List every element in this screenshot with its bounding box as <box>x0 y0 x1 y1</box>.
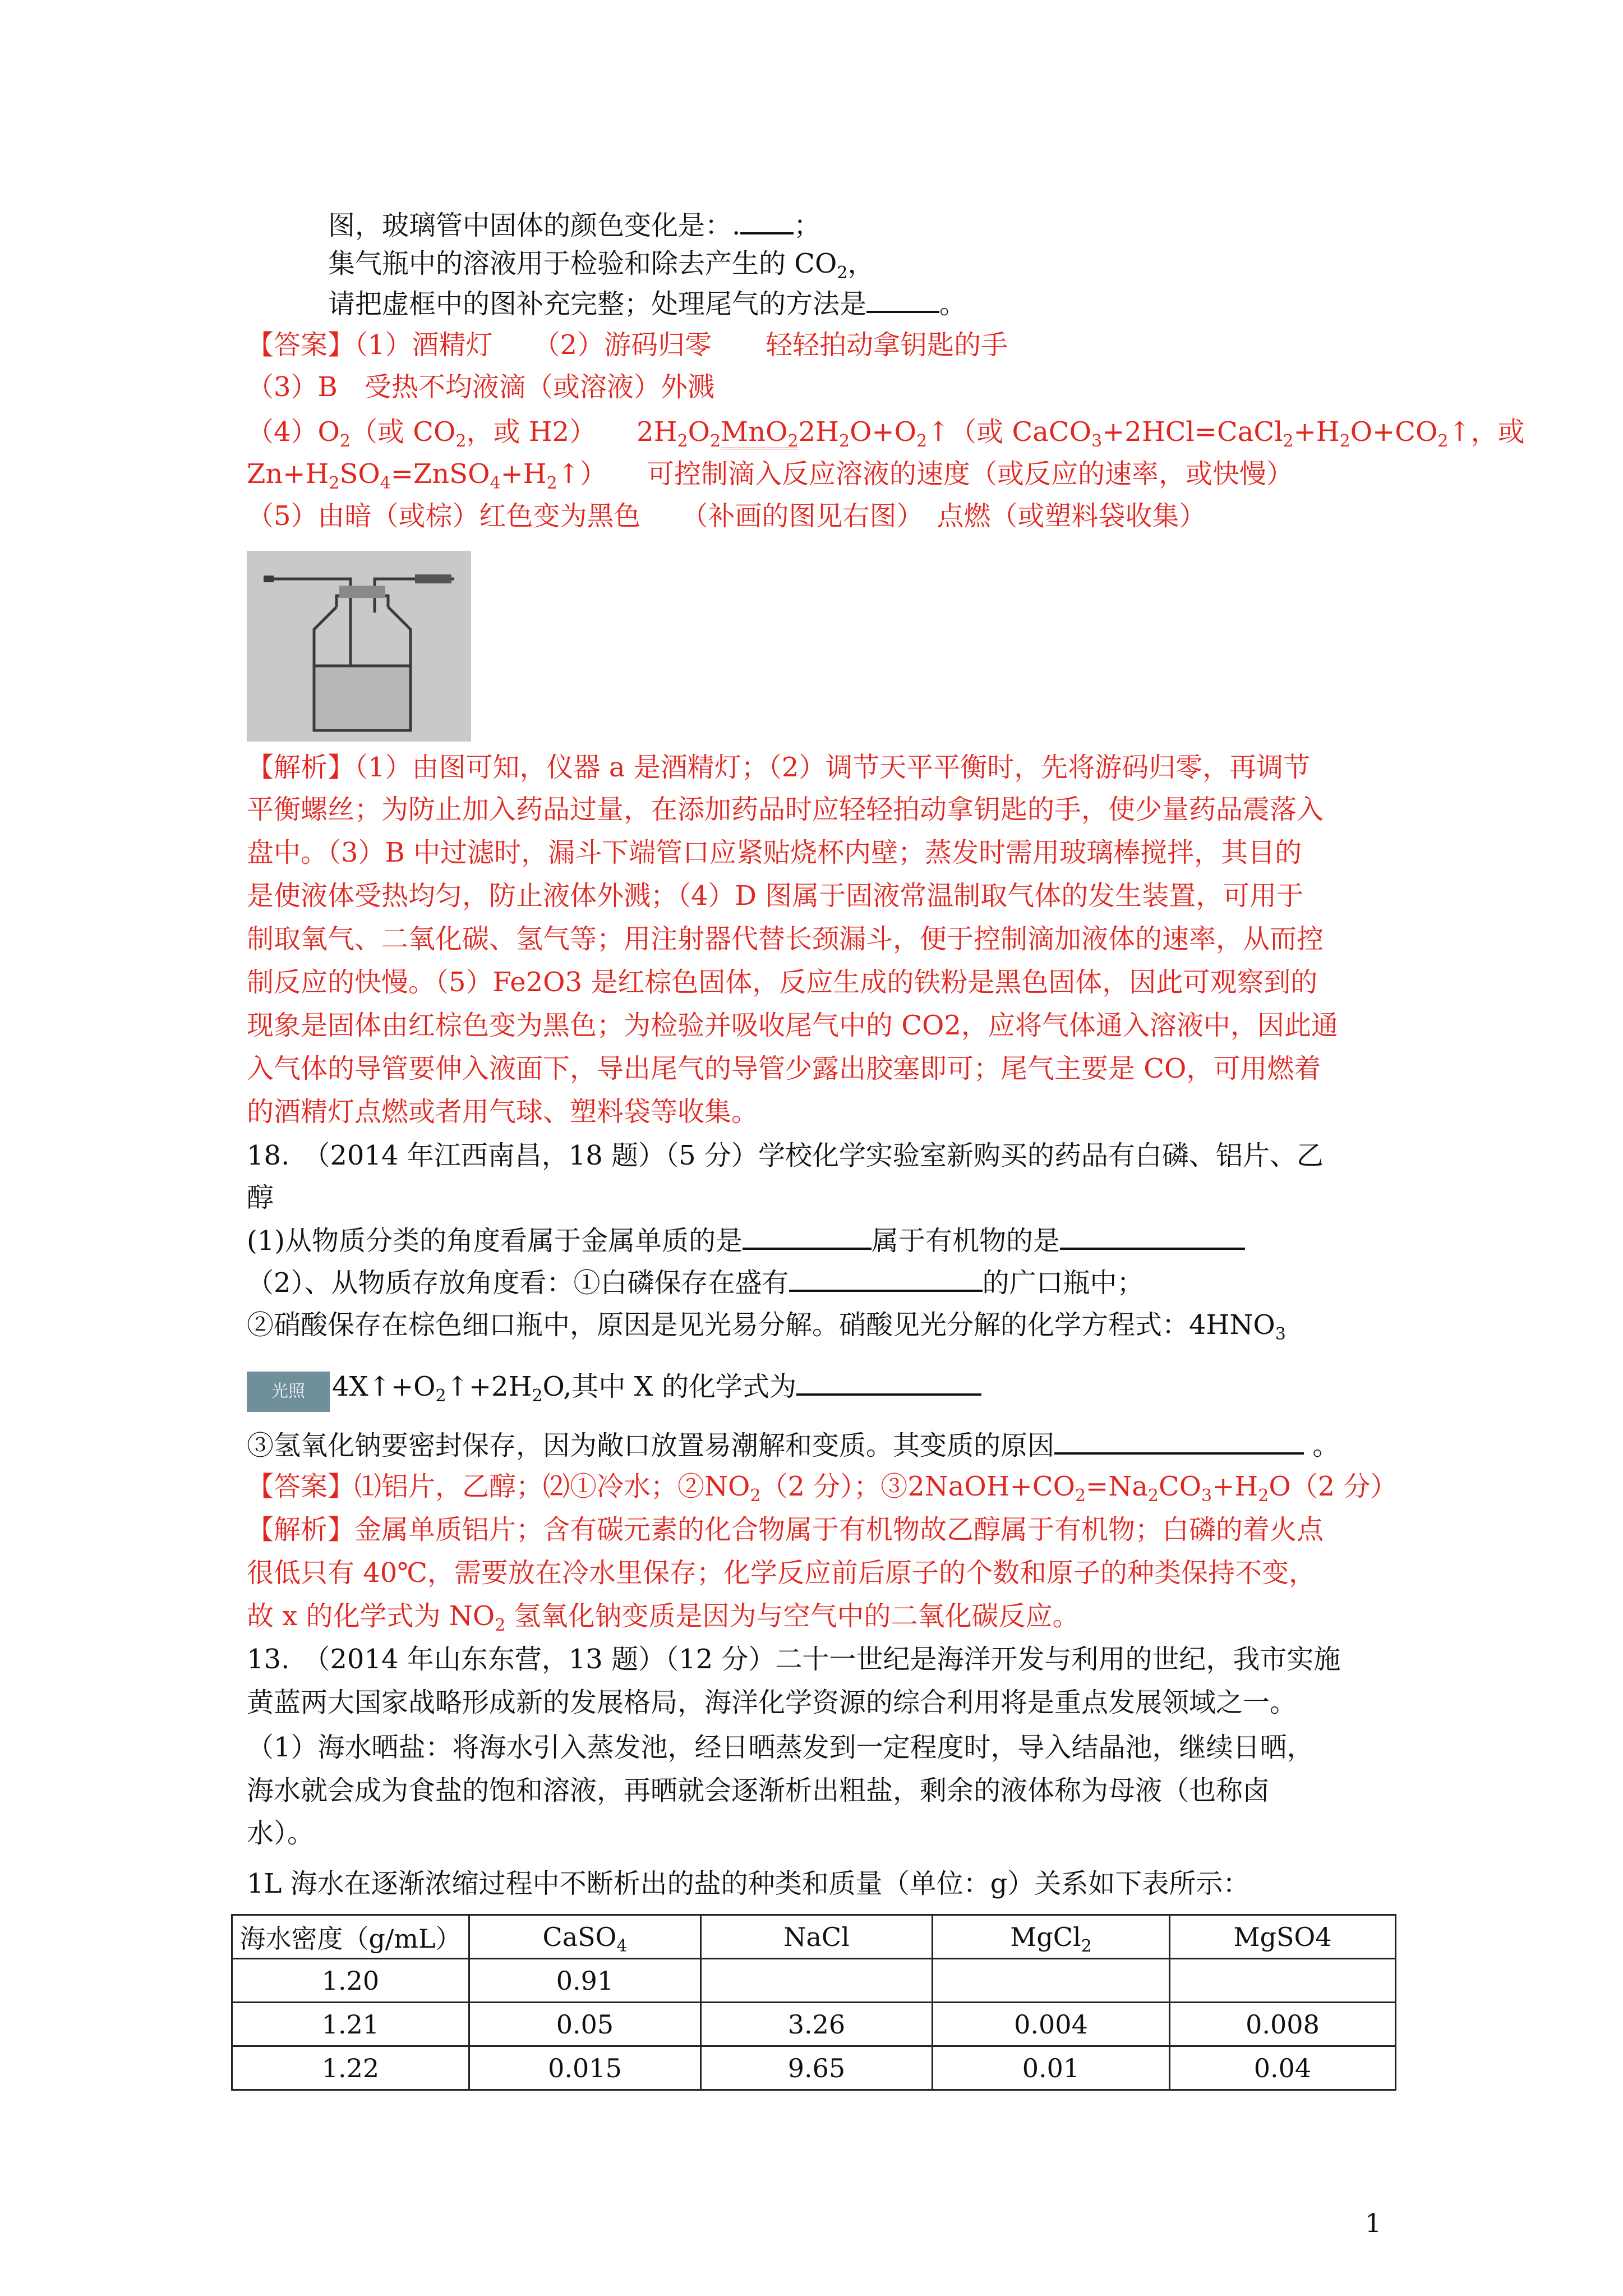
table-header-nacl: NaCl <box>701 1915 933 1959</box>
table-cell <box>1170 1959 1396 2003</box>
answer-blank <box>740 208 794 234</box>
table-row <box>232 2046 1396 2090</box>
answer-blank <box>789 1265 983 1292</box>
table-header-mgso4: MgSO4 <box>1170 1915 1396 1959</box>
answer-blank <box>743 1223 872 1250</box>
table-cell: 0.015 <box>469 2046 701 2090</box>
answer-line-3: $(4)O_2$（或 $CO_2$，或 H2） $2H_2O_2MnO_22H_2O+O_2↑$（或 $CaCO_3+2HCl=CaCl_2+H_2O+CO_2↑$，或 <box>247 416 1525 451</box>
table-cell <box>933 1959 1170 2003</box>
q13-line-6: 1L 海水在逐渐浓缩过程中不断析出的盐的种类和质量（单位：g）关系如下表所示： <box>247 1868 1250 1899</box>
gas-bottle-figure <box>247 551 471 742</box>
salt-precipitation-table <box>231 1914 1396 2091</box>
table-header-density: 海水密度（g/mL） <box>232 1915 469 1959</box>
q18-title-line-1: 18. （2014 年江西南昌，18 题）（5 分）学校化学实验室新购买的药品有白磷、铝片、乙 <box>247 1140 1324 1171</box>
answer-blank <box>1054 1428 1304 1455</box>
q13-line-1: 13. （2014 年山东东营，13 题）（12 分）二十一世纪是海洋开发与利用的世纪，我市实施 <box>247 1644 1341 1675</box>
table-cell: 1.21 <box>232 2003 469 2046</box>
q18-analysis-line-2: 很低只有 40℃，需要放在冷水里保存；化学反应前后原子的个数和原子的种类保持不变， <box>247 1557 1316 1589</box>
q18-analysis-line-1: 【解析】金属单质铝片；含有碳元素的化合物属于有机物故乙醇属于有机物；白磷的着火点 <box>247 1514 1324 1545</box>
table-cell: 0.008 <box>1170 2003 1396 2046</box>
gas-bottle-icon <box>247 551 471 742</box>
answer-line-4: $Zn+H_2SO_4=ZnSO_4+H_2↑$） 可控制滴入反应溶液的速度（或反应的速率，或快慢） <box>247 458 1293 493</box>
answer-line-5: （5）由暗（或棕）红色变为黑色 （补画的图见右图） 点燃（或塑料袋收集） <box>247 500 1206 532</box>
table-header-mgcl2: MgCl$_2$ <box>933 1915 1170 1959</box>
analysis-line-5: 制取氧气、二氧化碳、氢气等；用注射器代替长颈漏斗，便于控制滴加液体的速率，从而控 <box>247 923 1324 955</box>
analysis-tag: 【解析】 <box>247 752 355 783</box>
answer-line-1: 【答案】（1）酒精灯 （2）游码归零 轻轻拍动拿钥匙的手 <box>247 329 1008 361</box>
q13-line-5: 水）。 <box>247 1818 315 1849</box>
analysis-line-4: 是使液体受热均匀，防止液体外溅；（4）D 图属于固液常温制取气体的发生装置，可用于 <box>247 880 1304 912</box>
q13-line-3: （1）海水晒盐：将海水引入蒸发池，经日晒蒸发到一定程度时，导入结晶池，继续日晒， <box>247 1732 1314 1763</box>
analysis-line-1: 【解析】（1）由图可知，仪器 a 是酒精灯；（2）调节天平平衡时，先将游码归零，再调节 <box>247 752 1311 783</box>
catalyst-label: MnO$_2$ <box>721 416 799 451</box>
answer-line-2: （3）B 受热不均液滴（或溶液）外溅 <box>247 371 714 403</box>
q18-part-3: ③氢氧化钠要密封保存，因为敞口放置易潮解和变质。其变质的原因 。 <box>247 1428 1396 1462</box>
table-cell: 1.22 <box>232 2046 469 2090</box>
answer-tag: 【答案】 <box>247 329 355 361</box>
analysis-tag: 【解析】 <box>247 1514 355 1545</box>
analysis-line-8: 入气体的导管要伸入液面下，导出尾气的导管少露出胶塞即可；尾气主要是 CO，可用燃着 <box>247 1053 1321 1084</box>
intro-line-1: 图，玻璃管中固体的颜色变化是：. ； <box>328 208 1478 242</box>
answer-blank <box>866 286 939 313</box>
answer-blank <box>796 1369 981 1396</box>
analysis-line-3: 盘中。（3）B 中过滤时，漏斗下端管口应紧贴烧杯内壁；蒸发时需用玻璃棒搅拌，其目的 <box>247 837 1302 868</box>
q18-part-1: (1)从物质分类的角度看属于金属单质的是 属于有机物的是 <box>247 1223 1396 1258</box>
table-row <box>232 2003 1396 2046</box>
analysis-line-9: 的酒精灯点燃或者用气球、塑料袋等收集。 <box>247 1096 759 1128</box>
table-cell: 1.20 <box>232 1959 469 2003</box>
page-number: 1 <box>1365 2208 1382 2238</box>
answer-blank <box>1060 1223 1245 1250</box>
table-cell: 0.05 <box>469 2003 701 2046</box>
table-header-caso4: CaSO$_4$ <box>469 1915 701 1959</box>
table-cell: 0.91 <box>469 1959 701 2003</box>
q13-line-4: 海水就会成为食盐的饱和溶液，再晒就会逐渐析出粗盐，剩余的液体称为母液（也称卤 <box>247 1775 1270 1806</box>
q18-equation-line: $4X↑+O_2↑+2H_2O$,其中 X 的化学式为 <box>332 1369 1482 1404</box>
answer-tag: 【答案】 <box>247 1471 355 1502</box>
table-cell <box>701 1959 933 2003</box>
analysis-line-6: 制反应的快慢。（5）Fe2O3 是红棕色固体，反应生成的铁粉是黑色固体，因此可观察到的 <box>247 967 1318 998</box>
table-cell: 0.01 <box>933 2046 1170 2090</box>
q18-title-line-2: 醇 <box>247 1182 274 1213</box>
table-cell: 0.04 <box>1170 2046 1396 2090</box>
light-condition-stamp: 光照 <box>247 1372 330 1412</box>
table-header-row <box>232 1915 1396 1959</box>
q18-part-2b: ②硝酸保存在棕色细口瓶中，原因是见光易分解。硝酸见光分解的化学方程式：$4HNO_3$ <box>247 1309 1286 1344</box>
analysis-line-7: 现象是固体由红棕色变为黑色；为检验并吸收尾气中的 CO2，应将气体通入溶液中，因此通 <box>247 1010 1338 1041</box>
intro-line-3: 请把虚框中的图补充完整；处理尾气的方法是 。 <box>328 286 1478 321</box>
q18-part-2: （2）、从物质存放角度看：①白磷保存在盛有 的广口瓶中； <box>247 1265 1396 1300</box>
intro-line-2: 集气瓶中的溶液用于检验和除去产生的 $CO_2$， <box>328 248 875 283</box>
analysis-line-2: 平衡螺丝；为防止加入药品过量，在添加药品时应轻轻拍动拿钥匙的手，使少量药品震落入 <box>247 794 1324 825</box>
table-cell: 0.004 <box>933 2003 1170 2046</box>
q13-line-2: 黄蓝两大国家战略形成新的发展格局，海洋化学资源的综合利用将是重点发展领域之一。 <box>247 1687 1297 1718</box>
table-cell: 3.26 <box>701 2003 933 2046</box>
q18-answer: 【答案】⑴铝片，乙醇；⑵①冷水；$②NO_2(2$ 分）；$③2NaOH+CO_2=Na_2CO_3+H_2O(2$ 分） <box>247 1471 1398 1506</box>
table-row <box>232 1959 1396 2003</box>
table-cell: 9.65 <box>701 2046 933 2090</box>
q18-analysis-line-3: 故 x 的化学式为 $NO_2$ 氢氧化钠变质是因为与空气中的二氧化碳反应。 <box>247 1600 1080 1635</box>
